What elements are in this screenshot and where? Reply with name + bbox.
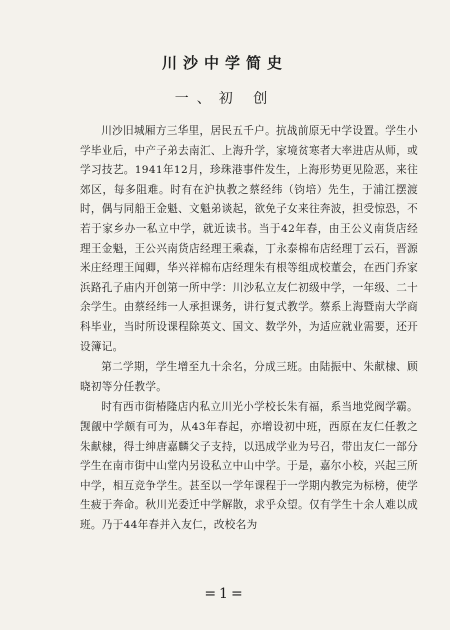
section-heading: 一、初 创	[174, 91, 276, 107]
paragraph: 川沙旧城厢方三华里，居民五千户。抗战前原无中学设置。学生小学毕业后，中产子弟去南汇、上海升学，家境贫寒者大率进店从师，或学习技艺。1941年12月，珍珠港事件发生，上海形势更见险恶，来往郊区，每多阻难。时有在沪执教之蔡经纬（钧培）先生，于浦江摆渡时，偶与同船王金魁、文魁弟谈起，欲免子女来往奔波，担受惊恐，不若于家乡办一私立中学，就近读书。当于42年春，由王公义南货店经理王金魁，王公兴南货店经理王乘森，丁永泰棉布店经理丁云石，晋源米庄经理王闻卿，华兴祥棉布店经理朱有根等组成校董会，在西门乔家浜路孔子庙内开创第一所中学：川沙私立友仁初级中学，一年级、二十余学生。由蔡经纬一人承担课务，讲行复式教学。蔡系上海暨南大学商科毕业，当时所设课程除英文、国文、数学外，为适应就业需要，还开设簿记。	[80, 125, 418, 353]
paragraph: 时有西市街椿隆店内私立川光小学校长朱有福，系当地党阀学霸。觊觎中学颇有可为，从43年春起，亦增设初中班，西原在友仁任教之朱献棣，得士绅唐嘉麟父子支持，以迅成学业为号召，带出友仁一部分学生在南市街中山堂内另设私立中山中学。于是，嘉尔小校，兴起三所中学，相互竞争学生。甚至以一学年课程于一学期内教完为标榜，使学生疲于奔命。秋川光委迁中学解散，求乎众望。仅有学生十余人难以成班。乃于44年春并入友仁，改校名为	[80, 401, 418, 531]
paragraph: 第二学期，学生增至九十余名，分成三班。由陆振中、朱献棣、顾晓初等分任教学。	[80, 361, 418, 393]
document-body	[80, 122, 418, 535]
page-number: =1=	[204, 586, 246, 602]
document-title: 川沙中学简史	[161, 54, 288, 72]
